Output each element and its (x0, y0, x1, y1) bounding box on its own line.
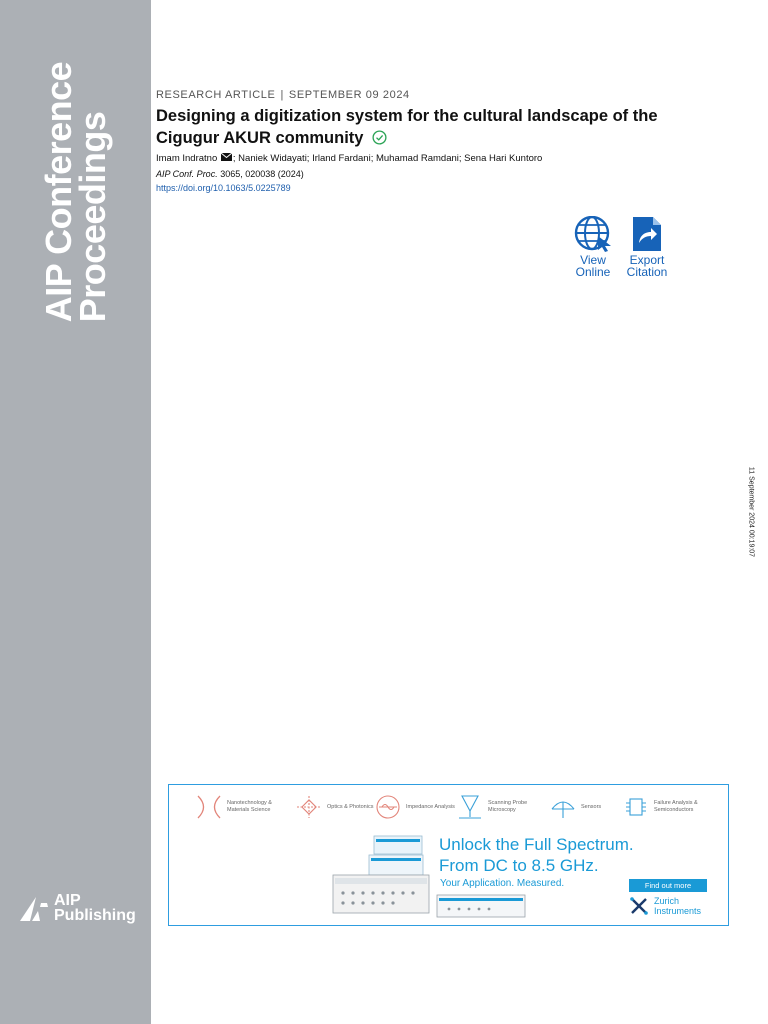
ad-category-label: Nanotechnology & Materials Science (227, 800, 272, 813)
article-date: SEPTEMBER 09 2024 (288, 89, 410, 101)
ad-category-nanotech[interactable] (195, 793, 287, 821)
zurich-instruments-logo[interactable] (629, 896, 701, 916)
sensor-icon (549, 793, 577, 821)
ad-subline: Your Application. Measured. (440, 878, 565, 889)
export-icon (632, 216, 662, 252)
download-timestamp: 11 September 2024 00:19:07 (747, 466, 755, 558)
ad-categories (169, 793, 728, 827)
export-citation-button[interactable] (622, 216, 672, 278)
publisher-line2: Publishing (54, 907, 136, 924)
meta-separator: | (280, 89, 284, 101)
doi-link[interactable]: https://doi.org/10.1063/5.0225789 (156, 183, 291, 193)
globe-icon (574, 216, 612, 252)
journal-sidebar (0, 0, 151, 1024)
advertisement-banner[interactable] (168, 784, 729, 926)
brand-line1: Zurich (654, 896, 680, 906)
ad-headline (439, 834, 634, 876)
brand-line2: Instruments (654, 906, 702, 916)
chip-icon (622, 793, 650, 821)
article-title: Designing a digitization system for the cultural landscape of the Cigugur AKUR community (156, 107, 658, 147)
export-citation-line1: Export (629, 253, 665, 267)
citation-details: 3065, 020038 (2024) (217, 169, 304, 179)
author-list (156, 153, 542, 164)
ad-headline-line2: From DC to 8.5 GHz. (439, 856, 599, 875)
find-out-more-button[interactable]: Find out more (629, 879, 707, 892)
ad-category-label: Scanning Probe Microscopy (488, 800, 528, 813)
journal-name-line2: Proceedings (72, 111, 113, 323)
probe-icon (456, 793, 484, 821)
ad-category-spm[interactable] (456, 793, 548, 821)
journal-abbrev: AIP Conf. Proc. (156, 169, 218, 179)
nanotech-icon (195, 793, 223, 821)
ad-category-label: Failure Analysis & Semiconductors (654, 800, 698, 813)
journal-name (38, 61, 113, 323)
mail-icon[interactable] (221, 153, 232, 161)
export-citation-line2: Citation (626, 265, 668, 279)
view-online-button[interactable] (570, 216, 616, 278)
authors-rest: ; Naniek Widayati; Irland Fardani; Muhamad Ramdani; Sena Hari Kuntoro (232, 153, 543, 164)
ad-category-failure[interactable] (622, 793, 714, 821)
article-type: RESEARCH ARTICLE (156, 89, 276, 101)
article-title-block (156, 105, 696, 149)
publisher-line1: AIP (54, 892, 81, 909)
author-first[interactable]: Imam Indratno (156, 153, 218, 164)
ad-category-label: Sensors (581, 803, 602, 810)
aip-logo-icon (18, 893, 48, 923)
optics-icon (295, 793, 323, 821)
view-online-line2: Online (575, 265, 611, 279)
aip-publishing-logo[interactable] (18, 893, 136, 923)
ad-headline-line1: Unlock the Full Spectrum. (439, 835, 634, 854)
citation-line (156, 169, 304, 179)
article-meta-line (156, 89, 410, 101)
ad-category-label: Impedance Analysis (406, 803, 455, 810)
check-circle-icon[interactable] (372, 130, 387, 145)
impedance-icon (374, 793, 402, 821)
ad-category-impedance[interactable] (374, 793, 466, 821)
ad-category-label: Optics & Photonics (327, 803, 374, 810)
view-online-line1: View (580, 253, 606, 267)
journal-name-line1: AIP Conference (38, 61, 79, 323)
zurich-instruments-icon (629, 896, 649, 916)
